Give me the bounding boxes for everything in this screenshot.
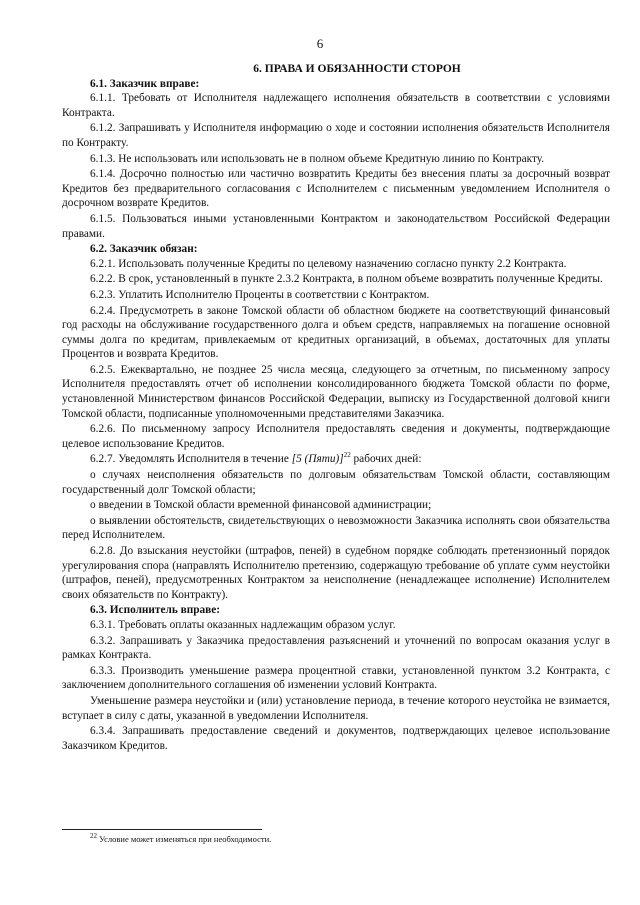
footnote-divider [62, 829, 262, 830]
clause-6-2-7-term: [5 (Пяти)] [291, 453, 344, 466]
clause-6-2-7-item-3: о выявлении обстоятельств, свидетельствующих о невозможности Заказчика исполнять свои обязательства перед Исполнителем. [62, 514, 610, 542]
page-number: 6 [316, 36, 324, 51]
clause-6-3-3: 6.3.3. Производить уменьшение размера процентной ставки, установленной пунктом 3.2 Контракта, с заключением дополнительного соглашения об изменении условий Контракта. [62, 664, 610, 692]
footnote-ref: 22 [343, 451, 351, 460]
clause-6-2-5: 6.2.5. Ежеквартально, не позднее 25 числа месяца, следующего за отчетным, по письменному запросу Исполнителя предоставлять отчет об исполнении консолидированного бюджета Томской области по форме, установленной Министерством финансов Российской Федерации, выписку из Государственной долговой книги Томской области, подписанные уполномоченными представителями Заказчика. [62, 363, 610, 420]
clause-6-2-4: 6.2.4. Предусмотреть в законе Томской области об областном бюджете на соответствующий финансовый год расходы на обслуживание государственного долга и объем средств, направляемых на погашение основной суммы долга по кредитам, привлекаемым от кредитных организаций, в объемах, достаточных для уплаты Процентов и возврата Кредитов. [62, 304, 610, 361]
clause-6-2-7 [62, 452, 610, 467]
subsection-heading-6-1: 6.1. Заказчик вправе: [90, 77, 200, 90]
clause-6-3-4: 6.3.4. Запрашивать предоставление сведений и документов, подтверждающих целевое использование Заказчиком Кредитов. [62, 725, 610, 752]
clause-6-1-4: 6.1.4. Досрочно полностью или частично возвратить Кредиты без внесения платы за досрочный возврат Кредитов без предварительного согласования с Исполнителем с письменным уведомлением Исполнителя о досрочном возврате Кредитов. [62, 168, 610, 210]
section-title: 6. ПРАВА И ОБЯЗАННОСТИ СТОРОН [253, 63, 461, 75]
footnote-number: 22 [90, 832, 97, 841]
clause-6-3-2: 6.3.2. Запрашивать у Заказчика предоставления разъяснений и уточнений по вопросам оказания услуг в рамках Контракта. [62, 634, 610, 662]
clause-6-1-2: 6.1.2. Запрашивать у Исполнителя информацию о ходе и состоянии исполнения обязательств Исполнителя по Контракту. [62, 122, 610, 149]
clause-6-1-3: 6.1.3. Не использовать или использовать не в полном объеме Кредитную линию по Контракту. [90, 152, 545, 165]
clause-6-2-8: 6.2.8. До взыскания неустойки (штрафов, пеней) в судебном порядке соблюдать претензионный порядок урегулирования спора (направлять Исполнителю претензию, содержащую требование об уплате сумм неустойки (штрафов, пеней), предусмотренных Контрактом за неисполнение (ненадлежащее исполнение) Исполнителем своих обязательств по Контракту). [62, 545, 610, 601]
clause-6-2-7-text: 6.2.7. Уведомлять Исполнителя в течение [90, 453, 292, 466]
clause-6-3-3-note: Уменьшение размера неустойки и (или) установление периода, в течение которого неустойка не взимается, вступает в силу с даты, указанной в уведомлении Исполнителя. [62, 694, 610, 722]
subsection-heading-6-3: 6.3. Исполнитель вправе: [90, 604, 221, 617]
clause-6-2-6: 6.2.6. По письменному запросу Исполнителя предоставлять сведения и документы, подтверждающие целевое использование Кредитов. [62, 423, 610, 450]
clause-6-2-1: 6.2.1. Использовать полученные Кредиты по целевому назначению согласно пункту 2.2 Контракта. [90, 257, 567, 270]
clause-6-2-7-item-1: о случаях неисполнения обязательств по долговым обязательствам Томской области, составляющим государственный долг Томской области; [62, 469, 610, 496]
document-body [62, 62, 610, 754]
clause-6-3-1: 6.3.1. Требовать оплаты оказанных надлежащим образом услуг. [90, 618, 396, 631]
clause-6-1-1: 6.1.1. Требовать от Исполнителя надлежащего исполнения обязательств в соответствии с условиями Контракта. [62, 92, 610, 119]
clause-6-1-5: 6.1.5. Пользоваться иными установленными Контрактом и законодательством Российской Федерации правами. [62, 212, 610, 240]
footnote-text: Условие может изменяться при необходимости. [97, 834, 272, 844]
clause-6-2-2: 6.2.2. В срок, установленный в пункте 2.3.2 Контракта, в полном объеме возвратить полученные Кредиты. [90, 273, 603, 286]
clause-6-2-3: 6.2.3. Уплатить Исполнителю Проценты в соответствии с Контрактом. [90, 288, 430, 301]
subsection-heading-6-2: 6.2. Заказчик обязан: [90, 243, 198, 256]
clause-6-2-7-tail: рабочих дней: [350, 453, 422, 466]
clause-6-2-7-item-2: о введении в Томской области временной финансовой администрации; [90, 499, 432, 512]
footnote [90, 834, 271, 845]
